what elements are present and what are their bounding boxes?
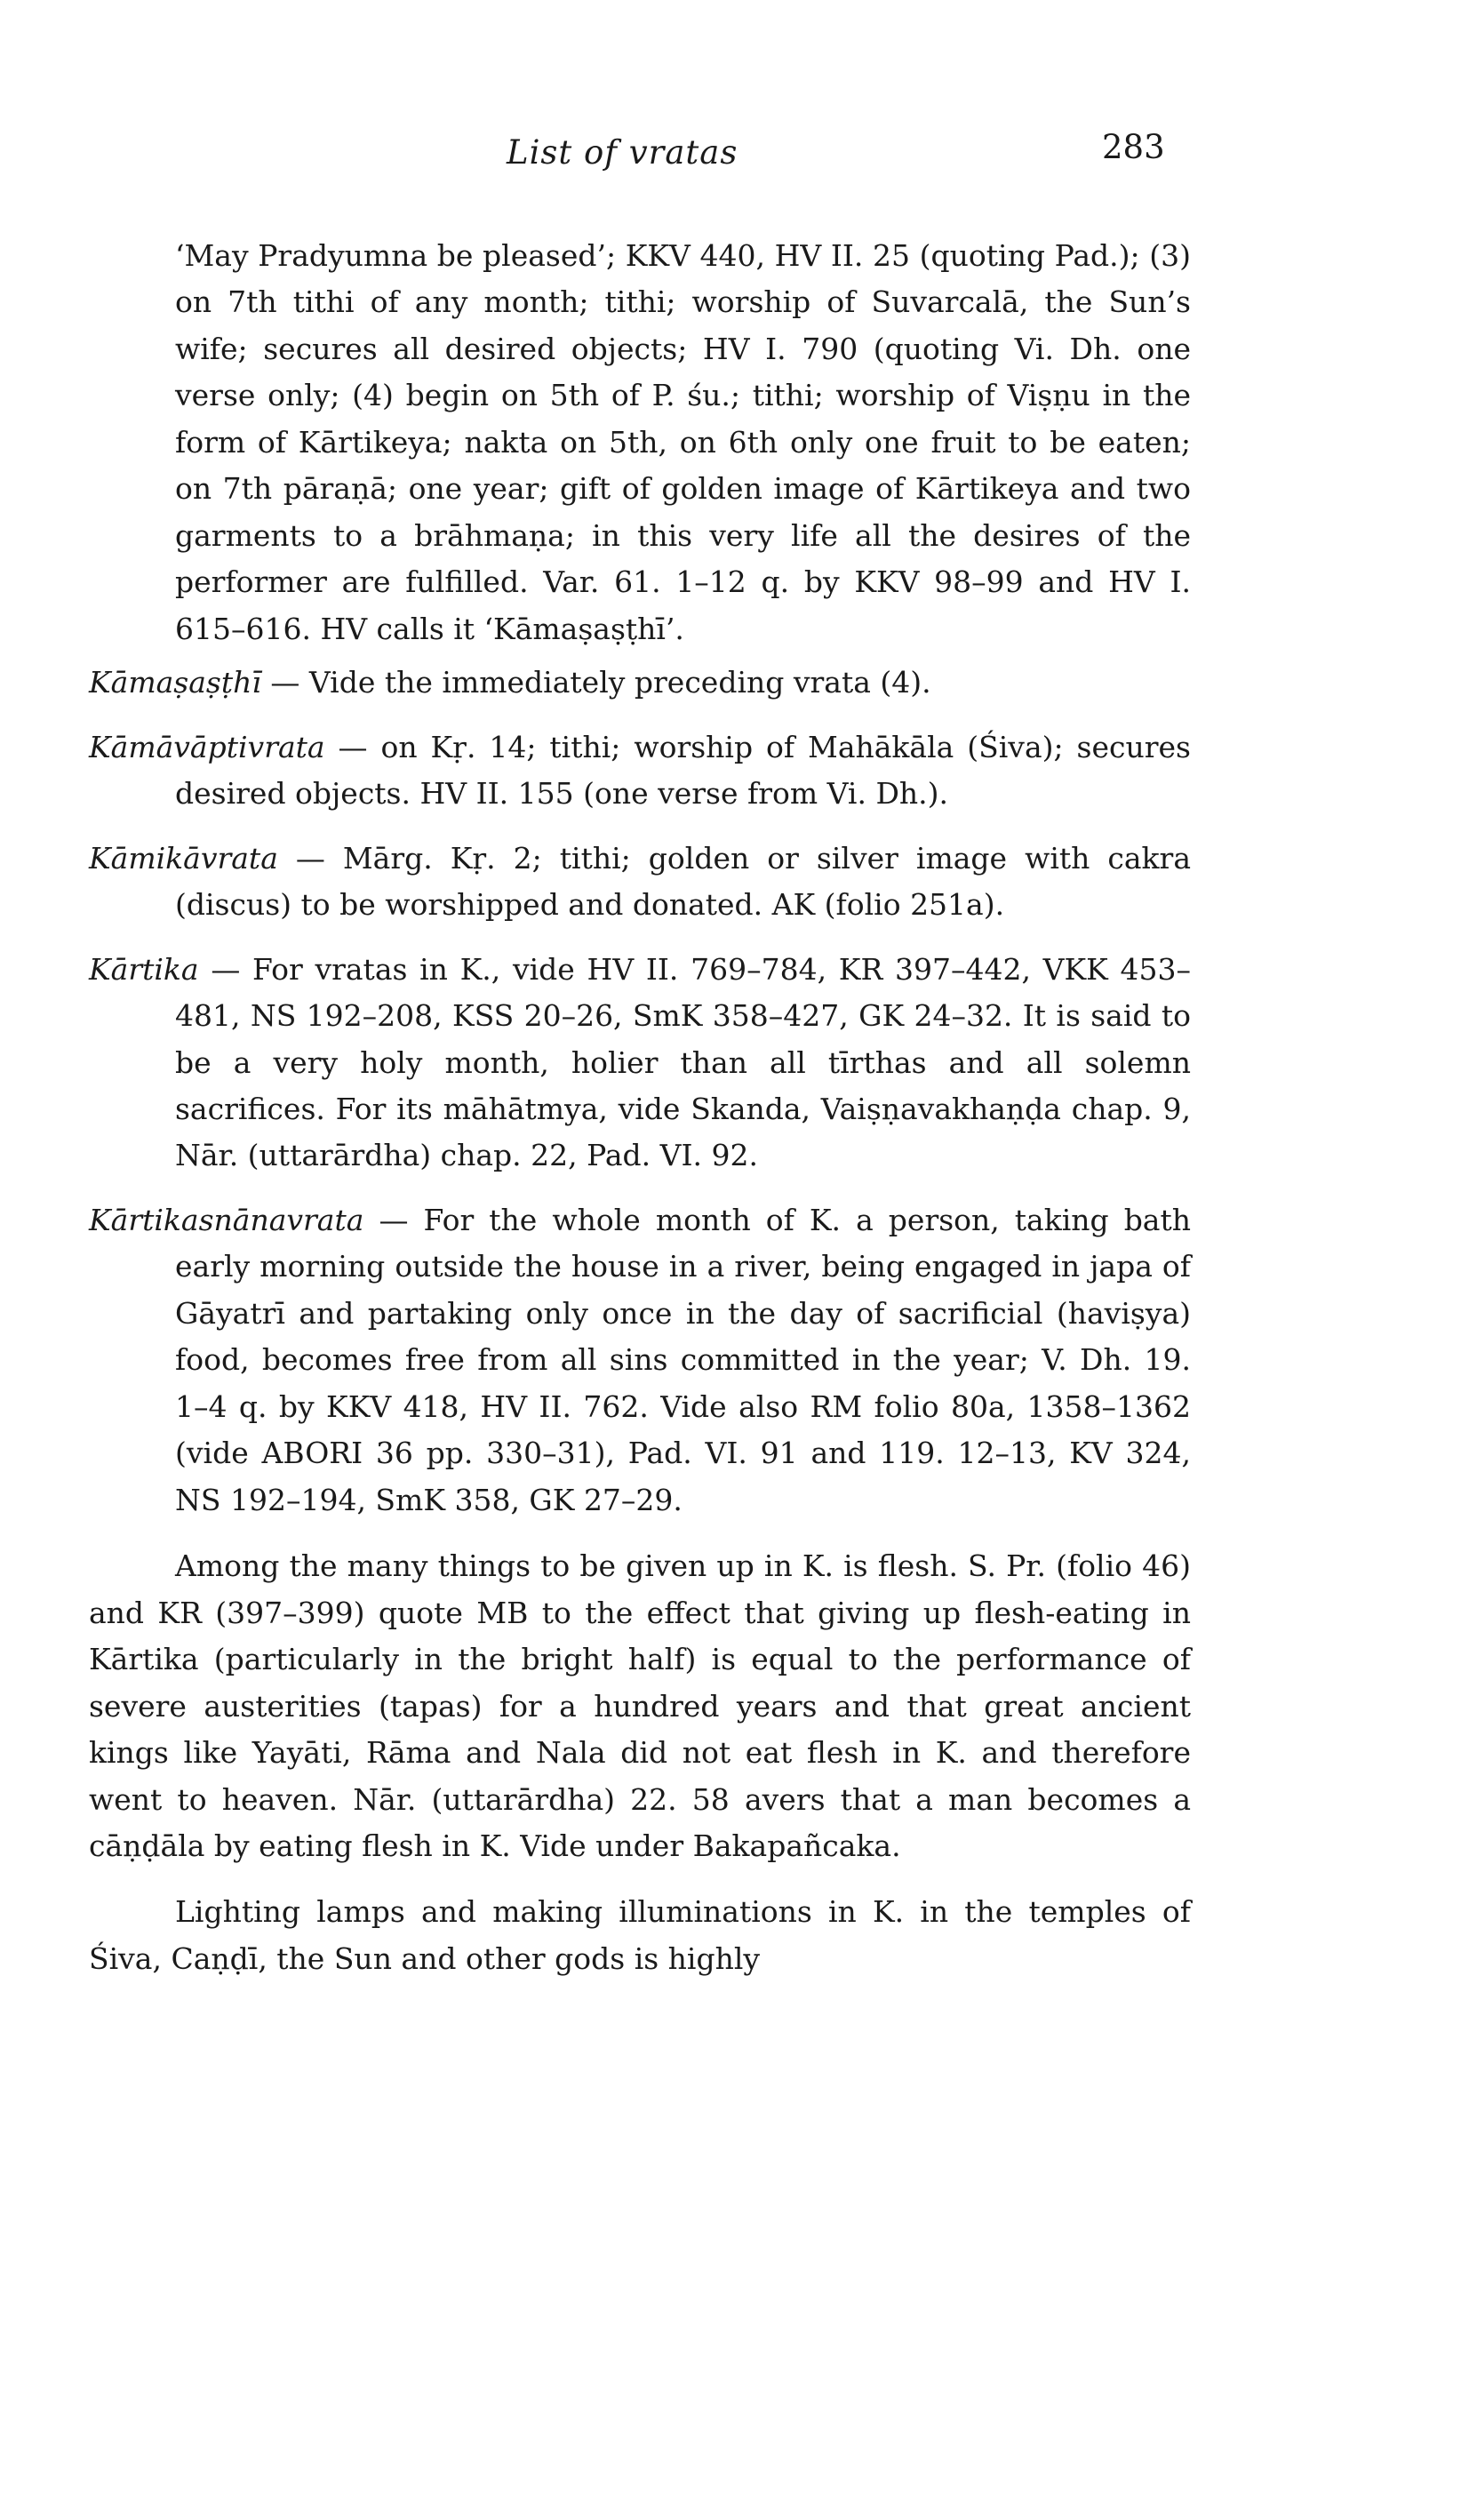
entry-term: Kāmaṣaṣṭhī — [89, 665, 261, 700]
entry-text: — For vratas in K., vide HV II. 769–784, KR 397–442, VKK 453–481, NS 192–208, KSS 20–26, SmK 358–427, GK 24–32. It is said to be a very holy month, holier than all tīrthas and all solemn sacrifices. For its māhātmya, vide Skanda, Vaiṣṇavakhaṇḍa chap. 9, Nār. (uttarārdha) chap. 22, Pad. VI. 92. — [175, 951, 1191, 1173]
entry-text: — For the whole month of K. a person, taking bath early morning outside the house in a river, being engaged in japa of Gāyatrī and partaking only once in the day of sacrificial (haviṣya) food, becomes free from all sins committed in the year; V. Dh. 19. 1–4 q. by KKV 418, HV II. 762. Vide also RM folio 80a, 1358–1362 (vide ABORI 36 pp. 330–31), Pad. VI. 91 and 119. 12–13, KV 324, NS 192–194, SmK 358, GK 27–29. — [175, 1202, 1192, 1517]
running-title: List of vratas — [507, 133, 738, 172]
entry-text: — Mārg. Kṛ. 2; tithi; golden or silver image with cakra (discus) to be worshipped and donated. AK (folio 251a). — [175, 840, 1191, 923]
body-paragraph-flesh: Among the many things to be given up in K. is flesh. S. Pr. (folio 46) and KR (397–399) quote MB to the effect that giving up flesh-eating in Kārtika (particularly in the bright half) is equal to the performance of severe austerities (tapas) for a hundred years and that great ancient kings like Yayāti, Rāma and Nala did not eat flesh in K. and therefore went to heaven. Nār. (uttarārdha) 22. 58 avers that a man becomes a cāṇḍāla by eating flesh in K. Vide under Bakapañcaka. — [89, 1548, 1191, 1863]
entry-term: Kārtika — [89, 951, 199, 987]
page-number: 283 — [1102, 128, 1165, 166]
entry-text: — on Kṛ. 14; tithi; worship of Mahākāla (Śiva); secures desired objects. HV II. 155 (one verse from Vi. Dh.). — [175, 729, 1191, 812]
entry-kamikavrata — [89, 836, 1191, 929]
page-header — [0, 128, 1469, 187]
entry-text: — Vide the immediately preceding vrata (4). — [270, 665, 931, 700]
entry-kamasasthi — [89, 660, 1191, 706]
continued-entry-paragraph: ‘May Pradyumna be pleased’; KKV 440, HV II. 25 (quoting Pad.); (3) on 7th tithi of any month; tithi; worship of Suvarcalā, the Sun’s wife; secures all desired objects; HV I. 790 (quoting Vi. Dh. one verse only; (4) begin on 5th of P. śu.; tithi; worship of Viṣṇu in the form of Kārtikeya; nakta on 5th, on 6th only one fruit to be eaten; on 7th pāraṇā; one year; gift of golden image of Kārtikeya and two garments to a brāhmaṇa; in this very life all the desires of the performer are fulfilled. Var. 61. 1–12 q. by KKV 98–99 and HV I. 615–616. HV calls it ‘Kāmaṣaṣṭhī’. — [175, 238, 1191, 646]
entry-term: Kārtikasnānavrata — [89, 1202, 364, 1237]
page-content — [89, 233, 1191, 1982]
entry-term: Kāmāvāptivrata — [89, 729, 325, 764]
body-paragraph-lamps: Lighting lamps and making illuminations in K. in the temples of Śiva, Caṇḍī, the Sun and other gods is highly — [89, 1894, 1191, 1976]
entry-kartika — [89, 947, 1191, 1180]
entry-kartikasnanavrata — [89, 1197, 1191, 1524]
entry-kamavaptivrata — [89, 724, 1191, 818]
entry-term: Kāmikāvrata — [89, 840, 278, 876]
